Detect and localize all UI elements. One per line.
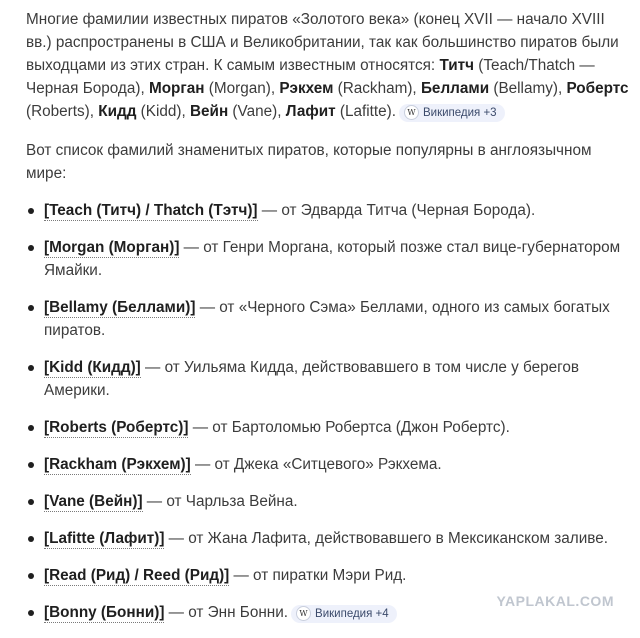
answer-content: [26, 8, 632, 638]
surname: Вейн: [189, 103, 229, 120]
surname: Беллами: [420, 80, 490, 97]
wikipedia-icon: W: [296, 606, 311, 621]
surname-link[interactable]: [Read (Рид) / Reed (Рид)]: [44, 567, 230, 584]
list-item: [26, 416, 632, 439]
surname-description: — от «Черного Сэма» Беллами, одного из самых богатых пиратов.: [44, 299, 610, 339]
list-item: [26, 199, 632, 222]
surname-description: — от Жана Лафита, действовавшего в Мексиканском заливе.: [164, 530, 608, 547]
intro-paragraph: [26, 8, 632, 123]
surname-description: — от пиратки Мэри Рид.: [229, 567, 407, 584]
surname-description: — от Джека «Ситцевого» Рэкхема.: [190, 456, 442, 473]
surname-link[interactable]: [Roberts (Робертс)]: [44, 419, 189, 436]
source-chip-label: Википедия +4: [315, 607, 389, 620]
surname-description: — от Эдварда Титча (Черная Борода).: [257, 202, 536, 219]
wikipedia-icon: W: [404, 105, 419, 120]
surname: Лафит: [285, 103, 336, 120]
intro-text: Многие фамилии известных пиратов «Золотого века» (конец XVII — начало XVIII вв.) распространены в США и Великобритании, так как большинство пиратов были выходцами из этих стран. К самым известным относятся:: [26, 11, 619, 74]
surname: Титч: [439, 57, 474, 74]
surname: Робертс: [566, 80, 629, 97]
surname-link[interactable]: [Kidd (Кидд)]: [44, 359, 141, 376]
intro-text: (Bellamy),: [489, 80, 567, 97]
intro-text: (Vane),: [228, 103, 286, 120]
intro-text: (Teach/Thatch — Черная Борода),: [26, 57, 595, 97]
intro-text: (Lafitte).: [335, 103, 396, 120]
source-chip-wikipedia[interactable]: [291, 605, 397, 623]
surname-link[interactable]: [Lafitte (Лафит)]: [44, 530, 165, 547]
surname: Рэкхем: [279, 80, 334, 97]
list-item: [26, 356, 632, 402]
surname-link[interactable]: [Bonny (Бонни)]: [44, 604, 165, 621]
source-chip-wikipedia[interactable]: [399, 104, 505, 122]
surname-link[interactable]: [Morgan (Морган)]: [44, 239, 180, 256]
list-item: [26, 236, 632, 282]
surname-description: — от Чарльза Вейна.: [142, 493, 298, 510]
list-item: [26, 527, 632, 550]
list-item: [26, 564, 632, 587]
list-item: [26, 453, 632, 476]
intro-text: (Kidd),: [136, 103, 190, 120]
surname: Морган: [148, 80, 205, 97]
surname: Кидд: [98, 103, 137, 120]
source-chip-label: Википедия +3: [422, 106, 497, 119]
surname-description: — от Уильяма Кидда, действовавшего в том числе у берегов Америки.: [44, 359, 580, 399]
surname-link[interactable]: [Bellamy (Беллами)]: [44, 299, 196, 316]
list-item: [26, 296, 632, 342]
watermark-logo: YAPLAKAL.COM: [496, 593, 614, 609]
surname-description: — от Генри Моргана, который позже стал вице-губернатором Ямайки.: [44, 239, 621, 279]
intro-text: (Roberts),: [26, 103, 99, 120]
surname-link[interactable]: [Rackham (Рэкхем)]: [44, 456, 191, 473]
pirate-surname-list: [26, 199, 632, 624]
surname-description: — от Бартоломью Робертса (Джон Робертс).: [188, 419, 510, 436]
intro-text: (Morgan),: [204, 80, 280, 97]
intro-text: (Rackham),: [333, 80, 421, 97]
list-intro: Вот список фамилий знаменитых пиратов, которые популярны в англоязычном мире:: [26, 142, 592, 182]
surname-link[interactable]: [Teach (Титч) / Thatch (Тэтч)]: [44, 202, 258, 219]
surname-description: — от Энн Бонни.: [164, 604, 289, 621]
list-item: [26, 490, 632, 513]
surname-link[interactable]: [Vane (Вейн)]: [44, 493, 143, 510]
